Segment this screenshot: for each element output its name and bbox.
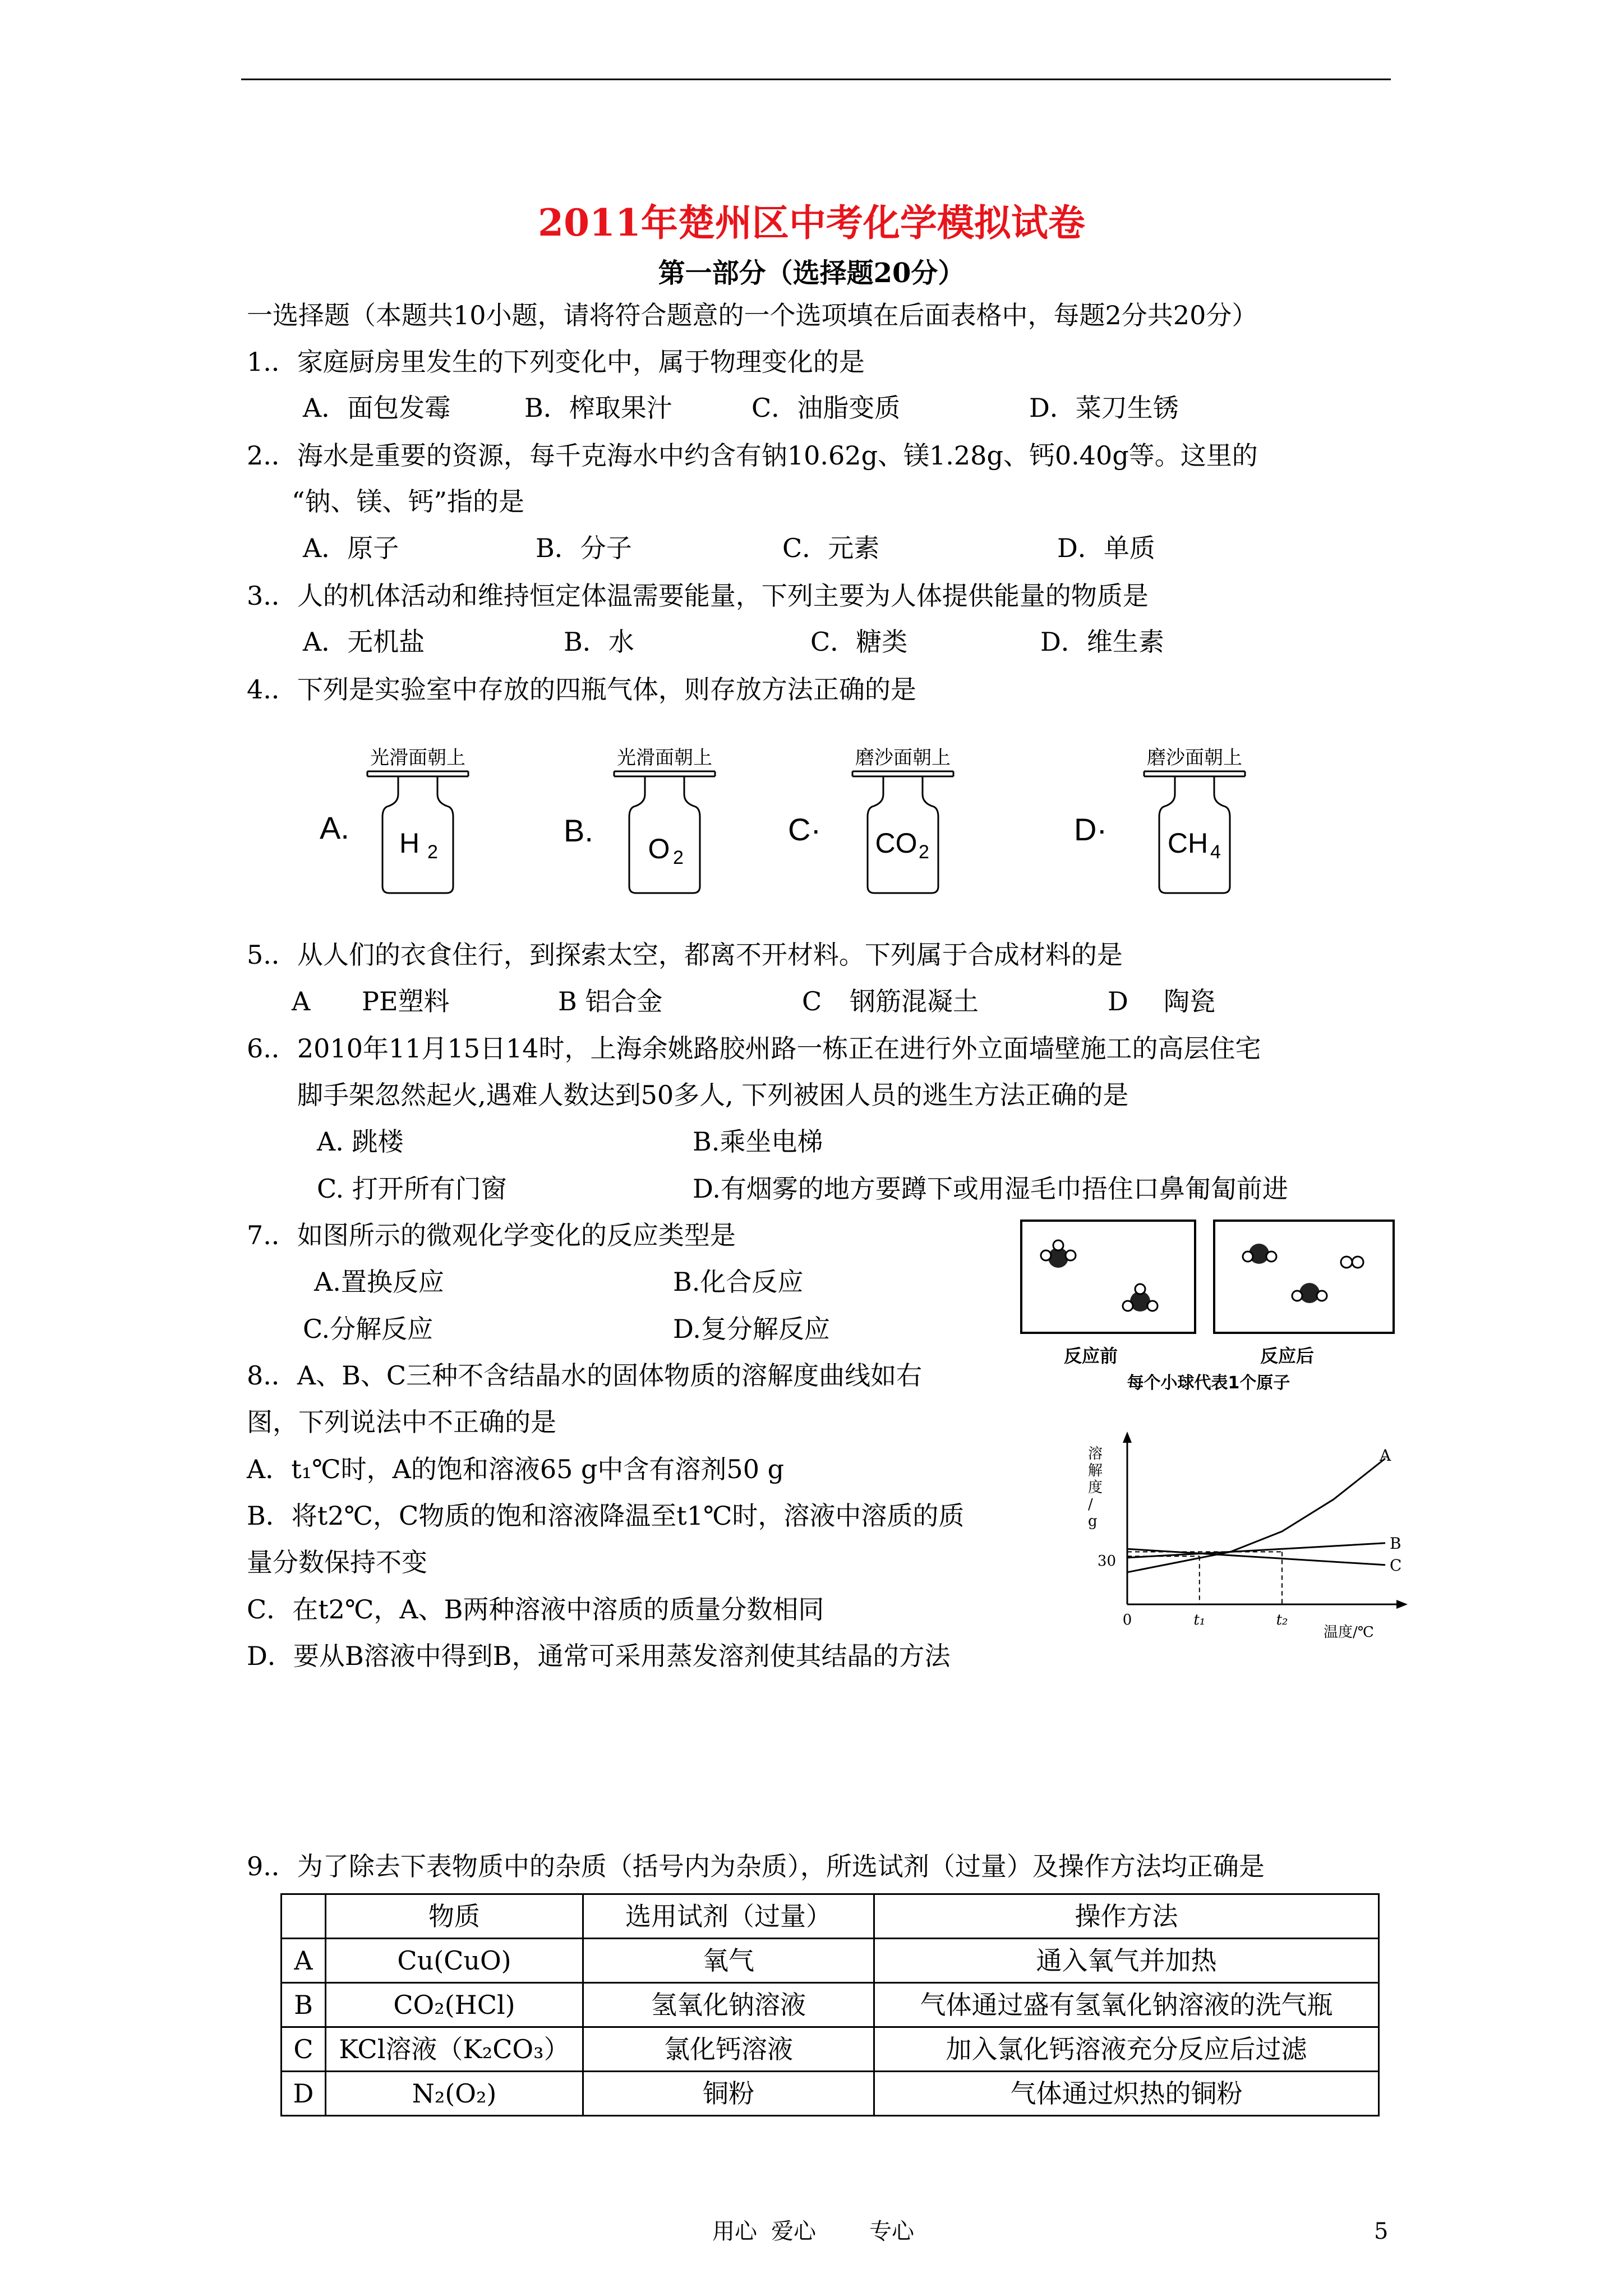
y-axis-label: 溶解度/ g	[1088, 1446, 1103, 1530]
molecule-after-2	[1292, 1283, 1327, 1303]
row-method: 加入氯化钙溶液充分反应后过滤	[874, 2027, 1379, 2072]
molecule-before-2	[1123, 1284, 1158, 1312]
row-reagent: 氧气	[583, 1939, 874, 1983]
question-8-option-d: D．要从B溶液中得到B，通常可采用蒸发溶剂使其结晶的方法	[247, 1641, 951, 1671]
gas-bottles-figure	[308, 740, 1262, 903]
bottle-b-lid-label: 光滑面朝上	[617, 747, 712, 769]
page-number: 5	[1374, 2219, 1389, 2244]
table-header-method: 操作方法	[874, 1894, 1379, 1939]
series-line-b	[1127, 1543, 1385, 1558]
table-header-label	[282, 1894, 326, 1939]
question-6-stem-cont: 脚手架忽然起火,遇难人数达到50多人, 下列被困人员的逃生方法正确的是	[297, 1080, 1129, 1110]
question-7-stem: 7.．如图所示的微观化学变化的反应类型是	[247, 1220, 736, 1250]
question-2-stem: 2.．海水是重要的资源，每千克海水中约含有钠10.62g、镁1.28g、钙0.40g等。这里的	[247, 440, 1258, 471]
question-5-stem: 5.．从人们的衣食住行，到探索太空，都离不开材料。下列属于合成材料的是	[247, 940, 1123, 970]
question-8-option-b: B．将t2℃，C物质的饱和溶液降温至t1℃时，溶液中溶质的质	[247, 1501, 965, 1531]
header-rule	[241, 79, 1391, 80]
bottle-b	[564, 747, 715, 893]
question-8-option-a: A．t₁℃时，A的饱和溶液65 g中含有溶剂50 g	[247, 1454, 785, 1484]
series-label-c: C	[1390, 1556, 1402, 1575]
row-method: 气体通过盛有氢氧化钠溶液的洗气瓶	[874, 1983, 1379, 2027]
bottle-d-gas-sub: 4	[1210, 841, 1221, 863]
bottle-a	[320, 747, 468, 893]
bottle-d-gas: CH	[1167, 827, 1209, 859]
question-3-option-b: B．水	[564, 627, 634, 657]
question-5-option-c: 钢筋混凝土	[850, 986, 979, 1016]
question-7-option-b: B.化合反应	[673, 1267, 804, 1297]
question-2-option-b: B．分子	[536, 533, 632, 563]
question-9-stem: 9.．为了除去下表物质中的杂质（括号内为杂质），所选试剂（过量）及操作方法均正确是	[247, 1851, 1265, 1881]
bottle-c-gas: CO	[875, 827, 917, 859]
question-1-option-d: D．菜刀生锈	[1029, 393, 1179, 423]
question-8-stem-cont: 图，下列说法中不正确的是	[247, 1407, 556, 1437]
reaction-figure	[1018, 1217, 1399, 1397]
x-axis-arrow	[1396, 1600, 1408, 1609]
question-5-option-a: PE塑料	[362, 986, 450, 1016]
table-row	[282, 2027, 1379, 2072]
question-3-stem: 3.．人的机体活动和维持恒定体温需要能量，下列主要为人体提供能量的物质是	[247, 581, 1149, 611]
bottle-c-lid-label: 磨沙面朝上	[855, 747, 951, 769]
question-3-option-c: C．糖类	[810, 627, 908, 657]
row-reagent: 铜粉	[583, 2072, 874, 2116]
question-8-stem: 8.．A、B、C三种不含结晶水的固体物质的溶解度曲线如右	[247, 1360, 923, 1391]
footer-motto-3: 专心	[869, 2219, 914, 2244]
row-substance: N₂(O₂)	[326, 2072, 583, 2116]
table-header-row	[282, 1894, 1379, 1939]
question-3-option-d: D．维生素	[1040, 627, 1164, 657]
x-tick-label: t₁	[1193, 1612, 1206, 1628]
bottle-b-gas-sub: 2	[673, 847, 684, 868]
table-header-substance: 物质	[326, 1894, 583, 1939]
molecule-before-1	[1041, 1240, 1076, 1268]
question-7-option-a: A.置换反应	[314, 1267, 444, 1297]
question-5-option-c-letter: C	[802, 986, 822, 1016]
table-row	[282, 1939, 1379, 1983]
footer-motto-2: 爱心	[771, 2219, 816, 2244]
row-reagent: 氯化钙溶液	[583, 2027, 874, 2072]
table-header-reagent: 选用试剂（过量）	[583, 1894, 874, 1939]
question-7-option-c: C.分解反应	[303, 1314, 434, 1344]
question-1-option-c: C．油脂变质	[751, 393, 901, 423]
bottle-a-gas-sub: 2	[427, 841, 438, 863]
question-5-option-b: B 铝合金	[558, 986, 663, 1016]
question-4-stem: 4.．下列是实验室中存放的四瓶气体，则存放方法正确的是	[247, 674, 916, 705]
x-axis-label: 温度/℃	[1324, 1624, 1374, 1641]
bottle-c	[788, 747, 953, 893]
question-1-option-a: A．面包发霉	[303, 393, 451, 423]
question-2-option-c: C．元素	[782, 533, 880, 563]
question-3-option-a: A．无机盐	[303, 627, 425, 657]
question-9-table	[280, 1893, 1380, 2116]
question-6-option-a: A. 跳楼	[317, 1126, 404, 1157]
solubility-chart	[1054, 1430, 1413, 1644]
x-tick-label: t₂	[1276, 1612, 1288, 1628]
exam-title: 2011年楚州区中考化学模拟试卷	[538, 201, 1085, 245]
row-substance: Cu(CuO)	[326, 1939, 583, 1983]
question-2-option-d: D．单质	[1057, 533, 1155, 563]
row-label: D	[282, 2072, 326, 2116]
question-6-option-c: C. 打开所有门窗	[317, 1174, 507, 1204]
row-label: C	[282, 2027, 326, 2072]
bottle-d-letter: D·	[1074, 812, 1108, 847]
bottle-a-gas: H	[399, 827, 420, 859]
question-8-option-c: C．在t2℃，A、B两种溶液中溶质的质量分数相同	[247, 1594, 824, 1625]
series-label-b: B	[1390, 1534, 1401, 1553]
bottle-a-letter: A.	[320, 810, 349, 845]
bottle-c-letter: C·	[788, 812, 822, 847]
bottle-a-lid-label: 光滑面朝上	[370, 747, 465, 769]
question-5-option-d: 陶瓷	[1164, 986, 1215, 1016]
row-substance: KCl溶液（K₂CO₃）	[326, 2027, 583, 2072]
table-row	[282, 2072, 1379, 2116]
section-intro: 一选择题（本题共10小题，请将符合题意的一个选项填在后面表格中，每题2分共20分）	[247, 300, 1258, 330]
question-8-option-b-cont: 量分数保持不变	[247, 1547, 427, 1577]
diatomic-after	[1341, 1257, 1363, 1268]
bottle-b-letter: B.	[564, 813, 593, 848]
footer-motto-1: 用心	[712, 2219, 757, 2244]
row-method: 通入氧气并加热	[874, 1939, 1379, 1983]
row-substance: CO₂(HCl)	[326, 1983, 583, 2027]
question-6-option-b: B.乘坐电梯	[693, 1126, 823, 1157]
question-6-stem: 6.．2010年11月15日14时，上海余姚路胶州路一栋正在进行外立面墙壁施工的高层住宅	[247, 1033, 1261, 1064]
question-5-option-a-letter: A	[292, 986, 311, 1016]
y-axis-arrow	[1123, 1432, 1132, 1443]
molecule-after-1	[1243, 1244, 1276, 1264]
bottle-c-gas-sub: 2	[919, 841, 929, 863]
question-1-option-b: B．榨取果汁	[524, 393, 672, 423]
section-subtitle: 第一部分（选择题20分）	[658, 257, 965, 289]
series-label-a: A	[1380, 1446, 1391, 1465]
x-tick-label: 0	[1122, 1612, 1132, 1628]
bottle-b-gas: O	[648, 833, 670, 864]
table-row	[282, 1983, 1379, 2027]
question-7-option-d: D.复分解反应	[673, 1314, 830, 1344]
before-label: 反应前	[1063, 1345, 1118, 1366]
row-label: B	[282, 1983, 326, 2027]
after-label: 反应后	[1260, 1345, 1315, 1366]
y-tick-label: 30	[1097, 1553, 1116, 1570]
row-method: 气体通过炽热的铜粉	[874, 2072, 1379, 2116]
question-2-stem-cont: “钠、镁、钙”指的是	[292, 486, 525, 517]
bottle-d-lid-label: 磨沙面朝上	[1147, 747, 1242, 769]
bottle-d	[1074, 747, 1245, 893]
row-reagent: 氢氧化钠溶液	[583, 1983, 874, 2027]
question-1-stem: 1.．家庭厨房里发生的下列变化中，属于物理变化的是	[247, 347, 865, 377]
question-2-option-a: A．原子	[303, 533, 399, 563]
row-label: A	[282, 1939, 326, 1983]
figure-caption: 每个小球代表1个原子	[1127, 1373, 1290, 1393]
question-6-option-d: D.有烟雾的地方要蹲下或用湿毛巾捂住口鼻匍匐前进	[693, 1174, 1288, 1204]
question-5-option-d-letter: D	[1108, 986, 1128, 1016]
